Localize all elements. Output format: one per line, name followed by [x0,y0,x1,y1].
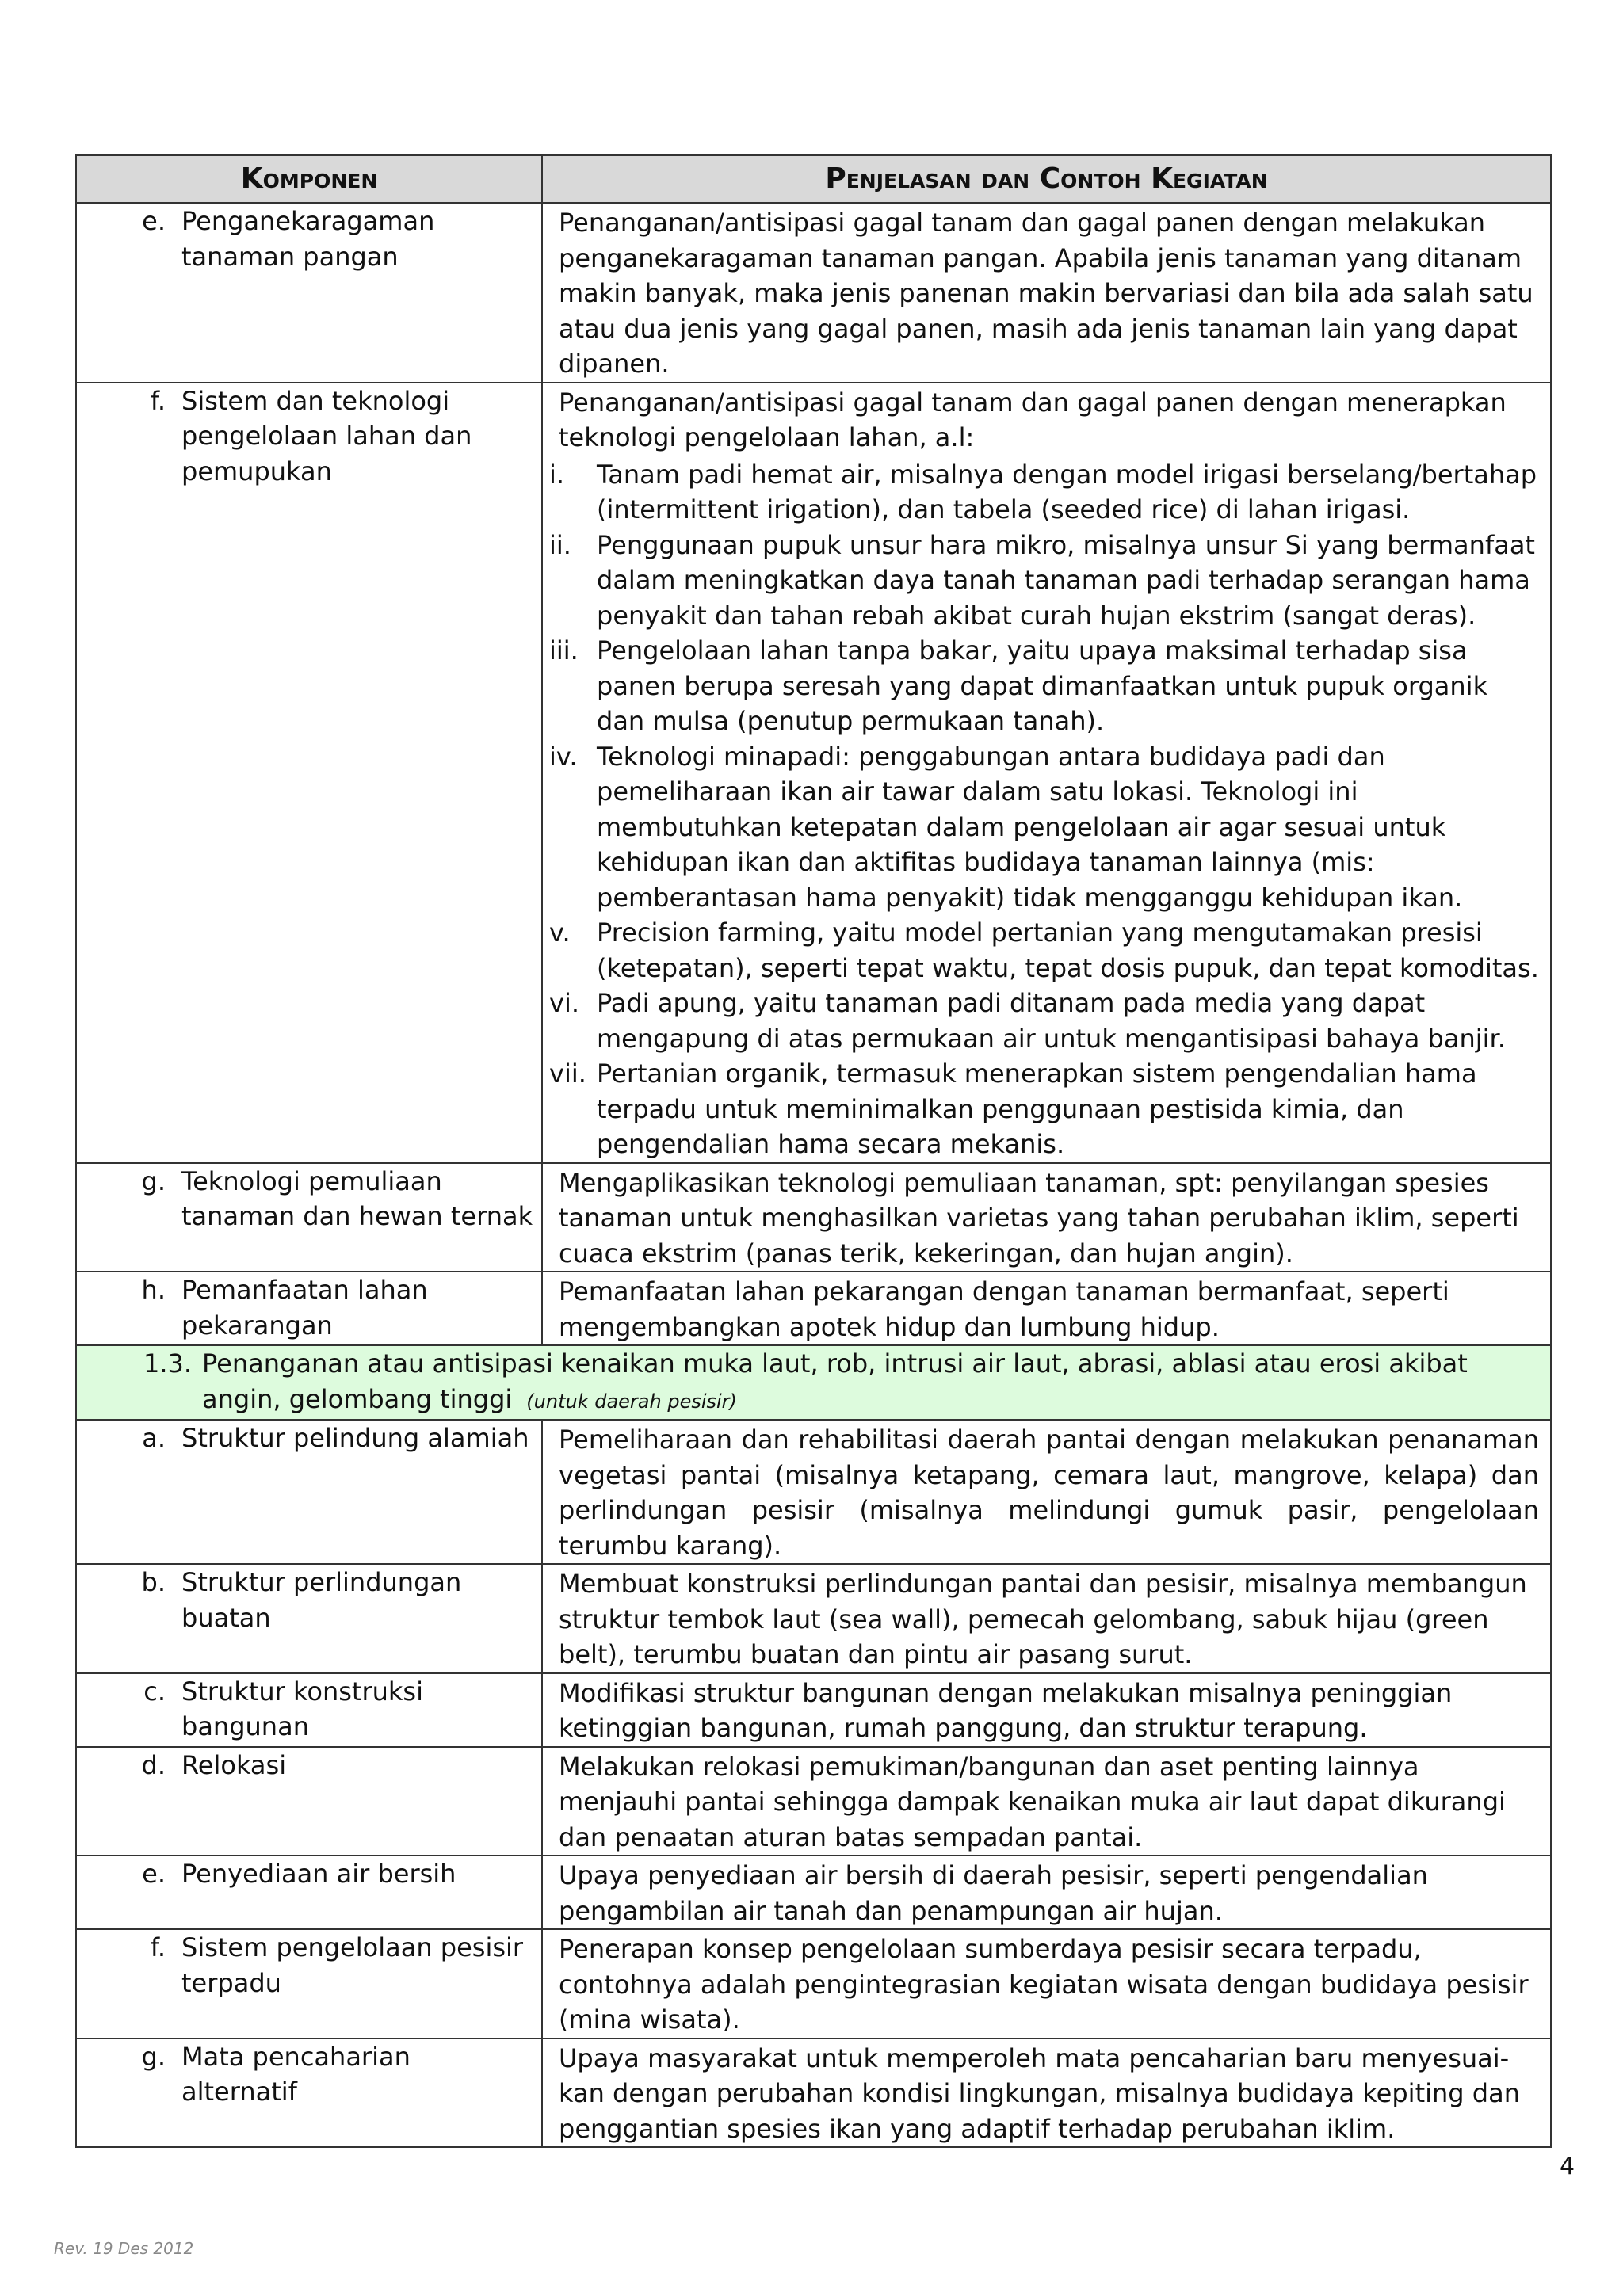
list-item-number: iv. [549,741,578,772]
component-cell [76,1673,542,1747]
component-letter: d. [141,1749,166,1780]
list-item [549,986,1539,1056]
table-row [76,1673,1551,1747]
table-row [76,203,1551,383]
component-letter: a. [142,1423,166,1453]
section-title: Penanganan atau antisipasi kenaikan muka laut, rob, intrusi air laut, abrasi, ablasi atau erosi akibat angin, gelombang tinggi [202,1348,1468,1414]
component-name: Struktur konstruksi bangunan [181,1676,423,1741]
list-item [549,528,1539,634]
component-letter: e. [142,1859,166,1889]
list-item [549,1056,1539,1162]
description-text: Upaya masyarakat untuk memperoleh mata pencaharian baru menyesuai-kan dengan perubahan kondisi lingkungan, misalnya budidaya kepiting dan penggantian spesies ikan yang adaptif terhadap perubahan iklim. [559,2042,1520,2144]
description-cell [542,1747,1551,1856]
description-cell [542,1564,1551,1673]
list-item-number: iii. [549,635,579,666]
component-name: Teknologi pemuliaan tanaman dan hewan ternak [181,1165,533,1231]
table-row [76,383,1551,1163]
component-name: Penyediaan air bersih [181,1859,456,1889]
list-item-number: i. [549,459,565,490]
component-cell [76,1855,542,1929]
list-item-number: vii. [549,1058,586,1089]
list-item-number: vi. [549,988,579,1018]
description-text: Pemanfaatan lahan pekarangan dengan tanaman bermanfaat, seperti mengembangkan apotek hidup dan lumbung hidup. [559,1276,1449,1342]
header-komponen: Komponen [76,155,542,203]
list-item [549,915,1539,986]
list-item [549,457,1539,528]
description-text: Modifikasi struktur bangunan dengan melakukan misalnya peninggian ketinggian bangunan, rumah panggung, dan struktur terapung. [559,1677,1453,1743]
description-cell [542,2039,1551,2148]
component-cell [76,1163,542,1272]
component-letter: g. [141,2041,166,2072]
revision-label: Rev. 19 Des 2012 [54,2239,194,2258]
description-cell [542,1420,1551,1564]
component-cell [76,203,542,383]
description-text: Penerapan konsep pengelolaan sumberdaya pesisir secara terpadu, contohnya adalah pengintegrasian kegiatan wisata dengan budidaya pesisir (mina wisata). [559,1934,1529,2035]
list-item [549,633,1539,739]
component-cell [76,1929,542,2039]
component-cell [76,383,542,1163]
section-number: 1.3. [143,1348,193,1379]
component-letter: f. [150,385,166,416]
list-item-text: Pertanian organik, termasuk menerapkan sistem pengendalian hama terpadu untuk meminimalkan penggunaan pestisida kimia, dan pengendalian hama secara mekanis. [597,1058,1477,1159]
section-row [76,1345,1551,1420]
component-name: Sistem dan teknologi pengelolaan lahan dan pemupukan [181,385,472,486]
list-item-text: Penggunaan pupuk unsur hara mikro, misalnya unsur Si yang bermanfaat dalam meningkatkan daya tanah tanaman padi terhadap serangan hama penyakit dan tahan rebah akibat curah hujan ekstrim (sangat deras). [597,529,1535,631]
component-name: Relokasi [181,1749,287,1780]
component-cell [76,1272,542,1345]
component-cell [76,1564,542,1673]
description-cell [542,1163,1551,1272]
activities-table [75,154,1552,2148]
description-cell [542,1673,1551,1747]
description-text: Membuat konstruksi perlindungan pantai dan pesisir, misalnya membangun struktur tembok laut (sea wall), pemecah gelombang, sabuk hijau (green belt), terumbu buatan dan pintu air pasang surut. [559,1569,1527,1669]
table-row [76,1747,1551,1856]
technology-list [543,456,1550,1162]
description-cell [542,1272,1551,1345]
table-body-top [76,203,1551,1345]
section-body [76,1345,1551,1420]
list-item-text: Padi apung, yaitu tanaman padi ditanam pada media yang dapat mengapung di atas permukaan air untuk mengantisipasi bahaya banjir. [597,988,1506,1054]
list-item-number: v. [549,917,571,948]
table-row [76,1855,1551,1929]
component-cell [76,1747,542,1856]
table-row [76,1163,1551,1272]
section-cell [76,1345,1551,1420]
list-item-text: Tanam padi hemat air, misalnya dengan model irigasi berselang/bertahap (intermittent irigation), dan tabela (seeded rice) di lahan irigasi. [597,459,1537,524]
table-header-row [76,155,1551,203]
description-text: Melakukan relokasi pemukiman/bangunan dan aset penting lainnya menjauhi pantai sehingga dampak kenaikan muka air laut dapat dikurangi dan penaatan aturan batas sempadan pantai. [559,1751,1506,1852]
list-item-text: Teknologi minapadi: penggabungan antara budidaya padi dan pemeliharaan ikan air tawar dalam satu lokasi. Teknologi ini membutuhkan ketepatan dalam pengelolaan air agar sesuai untuk kehidupan ikan dan aktifitas budidaya tanaman lainnya (mis: pemberantasan hama penyakit) tidak mengganggu kehidupan ikan. [597,741,1463,913]
list-item-number: ii. [549,529,571,560]
component-name: Sistem pengelolaan pesisir terpadu [181,1932,524,1998]
component-name: Pemanfaatan lahan pekarangan [181,1275,428,1341]
page-number: 4 [1560,2153,1575,2180]
description-text: Mengaplikasikan teknologi pemuliaan tanaman, spt: penyilangan spesies tanaman untuk menghasilkan varietas yang tahan perubahan iklim, seperti cuaca ekstrim (panas terik, kekeringan, dan hujan angin). [559,1167,1519,1268]
list-item [549,739,1539,916]
table-row [76,1929,1551,2039]
description-text: Upaya penyediaan air bersih di daerah pesisir, seperti pengendalian pengambilan air tanah dan penampungan air hujan. [559,1860,1428,1926]
component-letter: f. [150,1932,166,1962]
component-cell [76,2039,542,2148]
component-letter: g. [141,1165,166,1196]
table-row [76,1564,1551,1673]
description-text: Penanganan/antisipasi gagal tanam dan gagal panen dengan menerapkan teknologi pengelolaan lahan, a.l: [559,387,1507,452]
component-name: Penganekaragaman tanaman pangan [181,206,435,272]
component-letter: c. [143,1676,166,1707]
component-name: Struktur perlindungan buatan [181,1567,462,1633]
component-cell [76,1420,542,1564]
description-text: Pemeliharaan dan rehabilitasi daerah pantai dengan melakukan penanaman vegetasi pantai (misalnya ketapang, cemara laut, mangrove, kelapa) dan perlindungan pesisir (misalnya melindungi gumuk pasir, pengelolaan terumbu karang). [559,1425,1539,1561]
description-cell [542,203,1551,383]
description-text: Penanganan/antisipasi gagal tanam dan gagal panen dengan melakukan penganekaragaman tanaman pangan. Apabila jenis tanaman yang ditanam makin banyak, maka jenis panenan makin bervariasi dan bila ada salah satu atau dua jenis yang gagal panen, masih ada jenis tanaman lain yang dapat dipanen. [559,208,1533,379]
table-body-bottom [76,1420,1551,2147]
component-letter: h. [141,1275,166,1305]
table-row [76,1272,1551,1345]
description-cell [542,1855,1551,1929]
component-name: Mata pencaharian alternatif [181,2041,411,2107]
section-note: (untuk daerah pesisir) [526,1390,737,1413]
component-name: Struktur pelindung alamiah [181,1423,529,1453]
list-item-text: Precision farming, yaitu model pertanian yang mengutamakan presisi (ketepatan), seperti tepat waktu, tepat dosis pupuk, dan tepat komoditas. [597,917,1539,983]
table-row [76,2039,1551,2148]
header-penjelasan: Penjelasan dan Contoh Kegiatan [542,155,1551,203]
component-letter: e. [142,206,166,236]
component-letter: b. [141,1567,166,1597]
list-item-text: Pengelolaan lahan tanpa bakar, yaitu upaya maksimal terhadap sisa panen berupa seresah yang dapat dimanfaatkan untuk pupuk organik dan mulsa (penutup permukaan tanah). [597,635,1488,736]
description-cell [542,383,1551,1163]
description-cell [542,1929,1551,2039]
table-row [76,1420,1551,1564]
